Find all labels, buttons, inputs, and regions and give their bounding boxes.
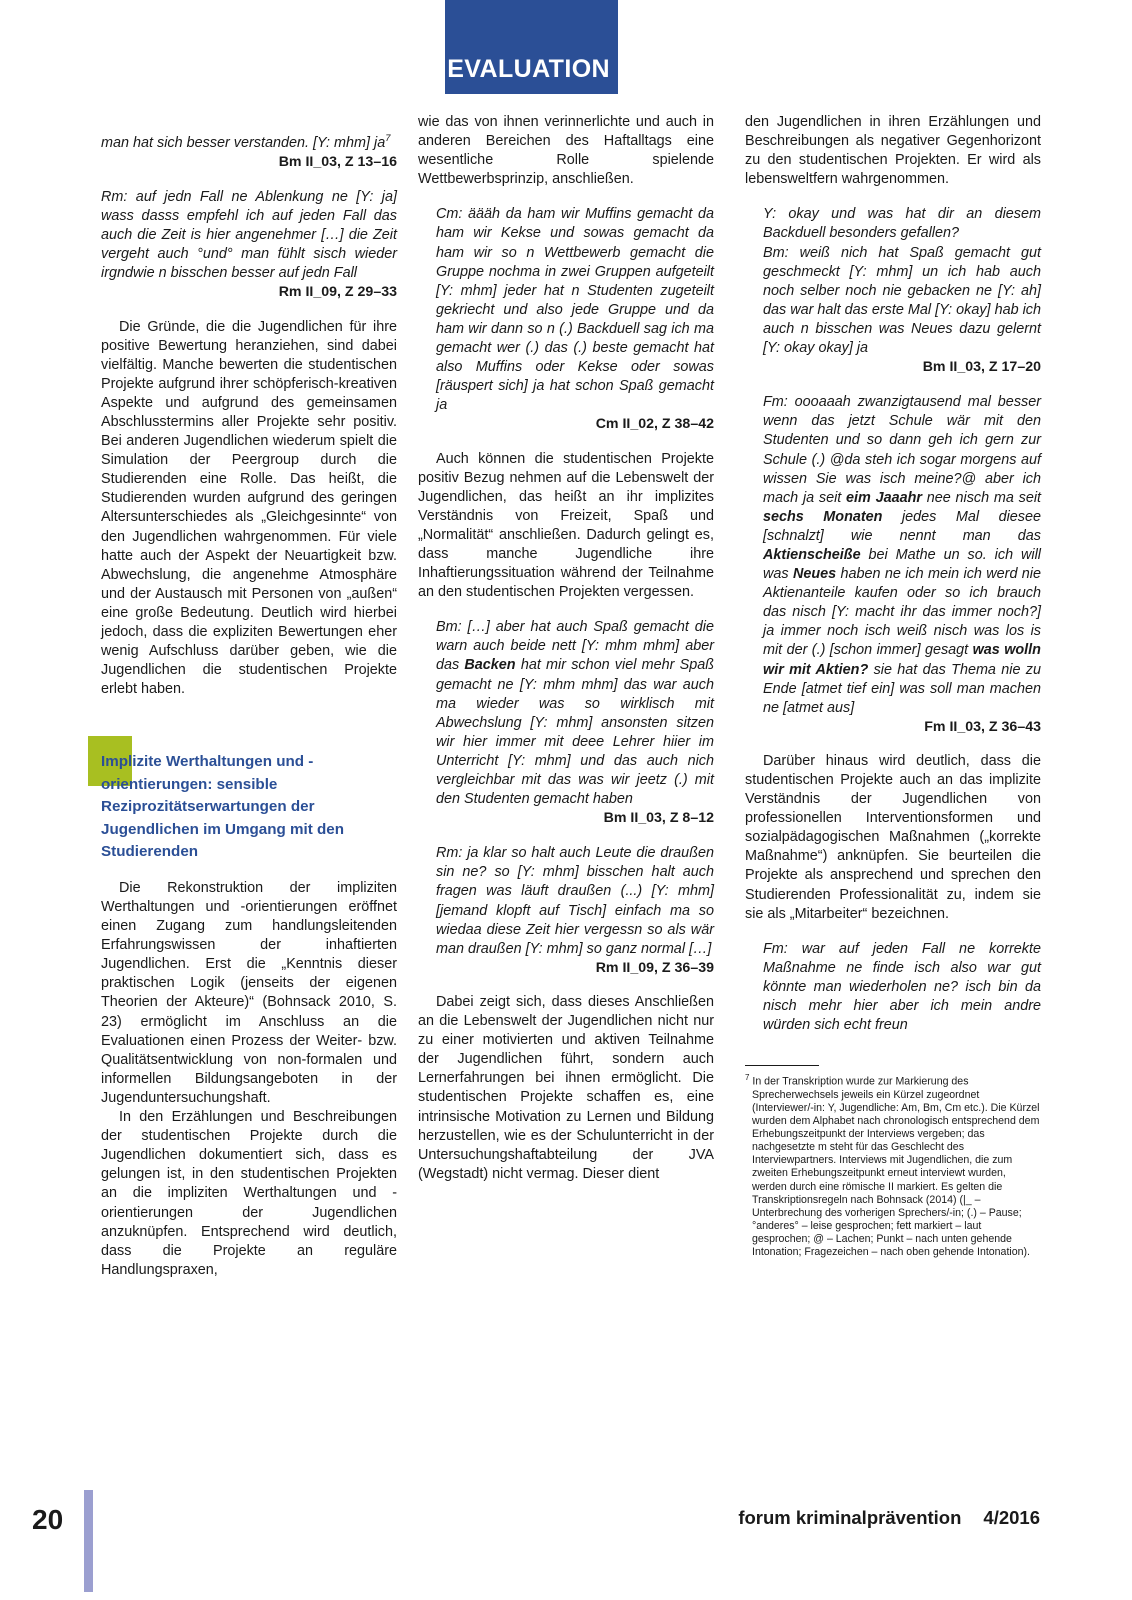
footnote-body: In der Transkription wurde zur Markierung des Sprecherwechsels jeweils ein Kürzel zugeordnet (Interviewer/-in: Y, Jugendliche: Am, Bm, Cm etc.). Die Kürzel wurden dem Alphabet nach chronologisch entsprechend dem Erhebungszeitpunkt der Interviews vergeben; das nachgesetzte m steht für das Geschlecht des Interviewpartners. Interviews mit Jugendlichen, die zum zweiten Erhebungszeitpunkt erneut interviewt wurden, werden durch eine römische II markiert. Es gelten die Transkriptionsregeln nach Bohnsack (2014) (|_ – Unterbrechung des vorherigen Sprechers/-in; (.) – Pause; °anderes° – leise gesprochen; fett markiert – laut gesprochen; @ – Lachen; Punkt – nach unten gehende Intonation; Fragezeichen – nach oben gehende Intonation). bbox=[752, 1075, 1040, 1258]
quote-citation: Rm II_09, Z 29–33 bbox=[278, 284, 397, 301]
column-2 bbox=[418, 113, 714, 1184]
body-paragraph: In den Erzählungen und Beschreibungen der studentischen Projekte durch die Jugendlichen dokumentiert sich, dass es gelungen ist, in den studentischen Projekten an die impliziten Werthaltungen und -orientierungen der Jugendlichen anzuknüpfen. Entsprechend wird deutlich, dass die Projekte an reguläre Handlungspraxen, bbox=[101, 1109, 397, 1278]
quote-citation: Fm II_03, Z 36–43 bbox=[924, 718, 1041, 735]
body-paragraph: Auch können die studentischen Projekte positiv Bezug nehmen auf die Lebenswelt der Jugendlichen, das heißt an ihr implizites Verständnis von Freizeit, Spaß und „Normalität“ anschließen. Dadurch gelingt es, dass manche Jugendliche ihre Inhaftierungssituation während der Teilnahme an den studentischen Projekten vergessen. bbox=[418, 450, 714, 601]
quote-citation: Bm II_03, Z 17–20 bbox=[922, 359, 1041, 376]
body-paragraph: Dabei zeigt sich, dass dieses Anschließen an die Lebenswelt der Jugendlichen nicht nur zu einer motivierten und aktiven Teilnahme der Jugendlichen führt, sondern auch Lernerfahrungen bei ihnen ermöglicht. Die studentischen Projekte schaffen es, eine intrinsische Motivation zu Lernen und Bildung herzustellen, wie es der Schulunterricht in der Untersuchungshaftabteilung der JVA (Wegstadt) nicht vermag. Dieser dient bbox=[418, 993, 714, 1182]
quote-emphasis: Neues bbox=[792, 566, 837, 583]
header-banner-title: EVALUATION bbox=[447, 55, 610, 83]
column-1 bbox=[101, 113, 397, 1280]
quote-line: Bm: weiß nich hat Spaß gemacht gut geschmeckt [Y: mhm] un ich hab auch noch selber noch nie gebacken ne [Y: ah] das war halt das erste Mal [Y: okay] hab ich auch n bisschen was Neues dazu gelernt [Y: okay okay] ja bbox=[763, 244, 1041, 357]
footnote-text bbox=[745, 1071, 1041, 1259]
quote-block bbox=[745, 393, 1041, 718]
quote-run: nee nisch ma seit bbox=[922, 489, 1042, 506]
quote-emphasis: eim Jaaahr bbox=[846, 489, 923, 506]
quote-citation: Bm II_03, Z 13–16 bbox=[278, 153, 397, 170]
footer-accent-bar bbox=[84, 1490, 93, 1592]
quote-emphasis: was wolln wir mit Aktien? bbox=[763, 642, 1041, 678]
header-banner bbox=[445, 0, 618, 94]
body-paragraph: Die Rekonstruktion der impliziten Werthaltungen und -orientierungen eröffnet einen Zugang zum handlungsleitenden Erfahrungswissen der inhaftierten Jugendlichen. Erst die „Kenntnis dieser praktischen Logik (jenseits der eigenen Theorien der Akteure)“ (Bohnsack 2010, S. 23) ermöglicht im Anschluss an die Evaluationen einen Prozess der Weiter- bzw. Qualitätsentwicklung von non-formalen und informellen Bildungsangeboten in der Jugenduntersuchungshaft. bbox=[101, 879, 397, 1106]
quote-run: haben ne ich mein ich werd nie Aktienanteile kaufen oder so ich brauch das nisch [Y: macht ihr das immer noch?] ja immer noch isch weiß nisch was los is mit der (.) [schon immer] gesagt bbox=[763, 566, 1042, 659]
quote-text: man hat sich besser verstanden. [Y: mhm] ja bbox=[101, 134, 386, 151]
journal-name: forum kriminalprävention bbox=[738, 1507, 962, 1528]
quote-block bbox=[101, 129, 397, 153]
body-paragraph: Die Gründe, die die Jugendlichen für ihre positive Bewertung heranziehen, sind dabei vielfältig. Manche bewerten die studentischen Projekte aufgrund ihrer schöpferisch-kreativen Aspekte und aufgrund des gemeinsamen Abschlusstermins aller Projekte sehr positiv. Bei anderen Jugendlichen wiederum spielt die Simulation der Peergroup durch die Studierenden eine Rolle. Das heißt, die Studierenden wurden aufgrund des geringen Altersunterschiedes als „Gleichgesinnte“ von den Jugendlichen wahrgenommen. Für viele hatte auch der Aspekt der Neuartigkeit bzw. Abwechslung, die angenehme Atmosphäre und der Austausch mit Personen von „außen“ eine große Bedeutung. Deutlich wird hierbei jedoch, dass die expliziten Bewertungen eher wenig Aufschluss darüber geben, wie die Jugendlichen die studentischen Projekte erlebt haben. bbox=[101, 318, 397, 698]
section-heading: Implizite Werthaltungen und -orientierungen: sensible Reziprozitätserwartungen der Jugendlichen im Umgang mit den Studierenden bbox=[101, 753, 345, 861]
footnote-marker: 7 bbox=[745, 1073, 750, 1083]
footnote-reference: 7 bbox=[385, 133, 391, 144]
section-heading-block bbox=[101, 729, 397, 864]
quote-line: Y: okay und was hat dir an diesem Backduell besonders gefallen? bbox=[763, 206, 1041, 242]
quote-block: Rm: ja klar so halt auch Leute die draußen sin ne? so [Y: mhm] bisschen halt auch fragen was läuft draußen (...) [Y: mhm] [jemand klopft auf Tisch] einfach ma so wiedaa diese Zeit hier vergessn so als wär man draußen [Y: mhm] so ganz normal […] bbox=[436, 845, 714, 957]
footnote-block bbox=[745, 1065, 1041, 1259]
article-columns bbox=[0, 113, 1132, 1453]
quote-block: Cm: äääh da ham wir Muffins gemacht da ham wir Kekse und sowas gemacht da ham wir so n Wettbewerb gemacht die Gruppe nochma in zwei Gruppen aufgeteilt [Y: mhm] jeder hat n Studenten zugeteilt gekriecht und also jede Gruppe und da ham wir dann so n (.) Backduell sag ich ma gemacht wer (.) das (.) beste gemacht hat also Muffins oder Kekse oder sowas [räuspert sich] ja hat schon Spaß gemacht ja bbox=[436, 206, 714, 414]
quote-run: Fm: oooaaah zwanzigtausend mal besser wenn das jetzt Schule wär mit den Studenten und so dann geh ich gern zur Schule (.) @da steh ich sogar morgens auf wissen Sie was isch meine?@ aber ich mach ja seit bbox=[763, 394, 1041, 506]
quote-run: hat mir schon viel mehr Spaß gemacht ne [Y: mhm mhm] das war auch ma wieder was so wirklisch mit Abwechslung [Y: mhm] ansonsten sitzen wir hier immer mit deee Lehrer hiier im Unterricht [Y: mhm] und das auch nich vergleichbar mit das was wir jeetz (.) mit den Studenten gemacht haben bbox=[436, 657, 714, 808]
body-paragraph: den Jugendlichen in ihren Erzählungen und Beschreibungen als negativer Gegenhorizont zu den studentischen Projekten. Er wird als lebensweltfern wahrgenommen. bbox=[745, 114, 1041, 188]
body-paragraph: Darüber hinaus wird deutlich, dass die studentischen Projekte auch an das implizite Verständnis der Jugendlichen von professionellen Interventionsformen und sozialpädagogischen Maßnahmen („korrekte Maßnahme“) anknüpfen. Sie beurteilen die Projekte als ansprechend und sprechen den Studierenden Professionalität zu, indem sie sie als „Mitarbeiter“ bezeichnen. bbox=[745, 752, 1041, 922]
quote-citation: Rm II_09, Z 36–39 bbox=[595, 959, 714, 976]
quote-block bbox=[745, 205, 1041, 358]
quote-emphasis: sechs Monaten bbox=[763, 508, 883, 525]
quote-block bbox=[418, 618, 714, 809]
quote-run: bei Mathe un so. ich will was bbox=[763, 546, 1041, 583]
page-number: 20 bbox=[32, 1504, 64, 1535]
quote-citation: Bm II_03, Z 8–12 bbox=[603, 810, 714, 827]
journal-issue: 4/2016 bbox=[983, 1507, 1040, 1528]
quote-run: Bm: […] aber hat auch Spaß gemacht die warn auch beide nett [Y: mhm mhm] aber das bbox=[436, 619, 714, 674]
quote-run: sie hat das Thema nie zu Ende [atmet tief ein] was soll man machen ne [atmet aus] bbox=[763, 661, 1041, 716]
page-footer bbox=[0, 1498, 1132, 1558]
column-3 bbox=[745, 113, 1041, 1259]
footnote-rule bbox=[745, 1065, 819, 1066]
footer-journal-title bbox=[738, 1509, 1040, 1528]
quote-run: jedes Mal diesee [schnalzt] wie nennt man das bbox=[763, 508, 1041, 544]
quote-emphasis: Backen bbox=[464, 657, 516, 674]
quote-emphasis: Aktienscheiße bbox=[763, 546, 861, 563]
quote-block: Fm: war auf jeden Fall ne korrekte Maßnahme ne finde isch also war gut könnte man wiederholen ne? isch bin da nisch mehr hier aber ich mein andre würden sich echt freun bbox=[763, 940, 1041, 1034]
quote-citation: Cm II_02, Z 38–42 bbox=[595, 416, 714, 433]
quote-block: Rm: auf jedn Fall ne Ablenkung ne [Y: ja] wass dasss empfehl ich auf jeden Fall das auch die Zeit is hier angenehmer […] die Zeit vergeht auch °und° man fühlt sisch wieder irgndwie n bisschen besser auf jedn Fall bbox=[101, 188, 397, 282]
body-paragraph: wie das von ihnen verinnerlichte und auch in anderen Bereichen des Haftalltags eine wesentliche Rolle spielende Wettbewerbsprinzip, anschließen. bbox=[418, 114, 714, 188]
